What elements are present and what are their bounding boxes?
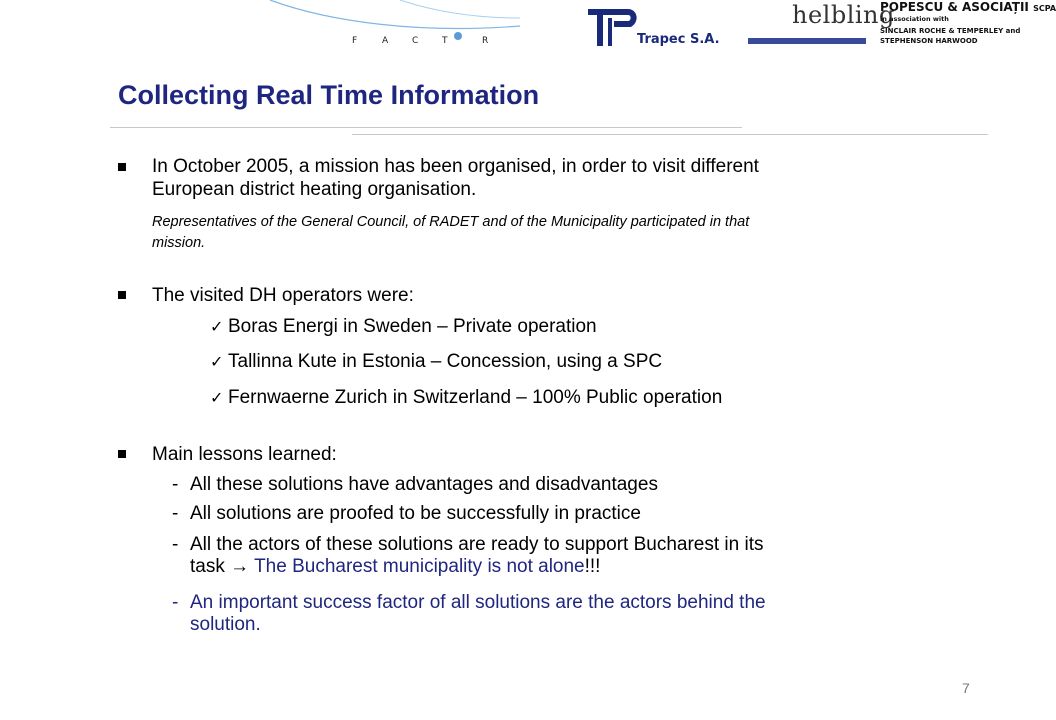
lessons-heading: Main lessons learned: [152, 444, 337, 465]
lesson-item-3-line2: task → The Bucharest municipality is not alone!!! [190, 556, 601, 577]
dash-marker: - [172, 503, 179, 524]
bullet-square-icon [118, 163, 126, 171]
factor-logo-text: F A C T R [352, 36, 493, 46]
checkmark-icon: ✓ [210, 352, 224, 371]
title-divider-2 [352, 134, 988, 135]
mission-text-line2: European district heating organisation. [152, 179, 477, 200]
lesson-item-4-line1: An important success factor of all solutions are the actors behind the [190, 592, 766, 613]
mission-note-line1: Representatives of the General Council, of RADET and of the Municipality participated in that [152, 214, 750, 230]
lesson-item-2: All solutions are proofed to be successfully in practice [190, 503, 641, 524]
dash-marker: - [172, 592, 179, 613]
popescu-logo-line3: SINCLAIR ROCHE & TEMPERLEY and [880, 27, 1021, 35]
page-number: 7 [962, 680, 970, 696]
popescu-logo-name: POPESCU & ASOCIAȚII SCPA [880, 0, 1056, 14]
slide-title: Collecting Real Time Information [118, 80, 540, 110]
highlight-text: The Bucharest municipality is not alone [254, 556, 585, 577]
checkmark-icon: ✓ [210, 388, 224, 407]
bullet-square-icon [118, 450, 126, 458]
popescu-logo-line4: STEPHENSON HARWOOD [880, 37, 978, 45]
dash-marker: - [172, 534, 179, 555]
helbling-logo: helbling [792, 1, 895, 29]
trapec-logo-text: Trapec S.A. [637, 32, 720, 47]
operator-item: Tallinna Kute in Estonia – Concession, using a SPC [228, 351, 663, 372]
mission-text-line1: In October 2005, a mission has been organised, in order to visit different [152, 156, 759, 177]
trapec-logo-icon [580, 4, 640, 48]
title-divider-1 [110, 127, 742, 128]
lesson-item-3-line1: All the actors of these solutions are ready to support Bucharest in its [190, 534, 764, 555]
dash-marker: - [172, 474, 179, 495]
operator-item: Fernwaerne Zurich in Switzerland – 100% Public operation [228, 387, 723, 408]
operators-heading: The visited DH operators were: [152, 285, 414, 306]
bullet-square-icon [118, 291, 126, 299]
checkmark-icon: ✓ [210, 317, 224, 336]
lesson-item-4-line2: solution. [190, 614, 261, 635]
popescu-logo-association: in association with [880, 15, 949, 23]
header-accent-bar [748, 38, 866, 44]
operator-item: Boras Energi in Sweden – Private operation [228, 316, 597, 337]
lesson-item-1: All these solutions have advantages and disadvantages [190, 474, 658, 495]
mission-note-line2: mission. [152, 235, 206, 251]
